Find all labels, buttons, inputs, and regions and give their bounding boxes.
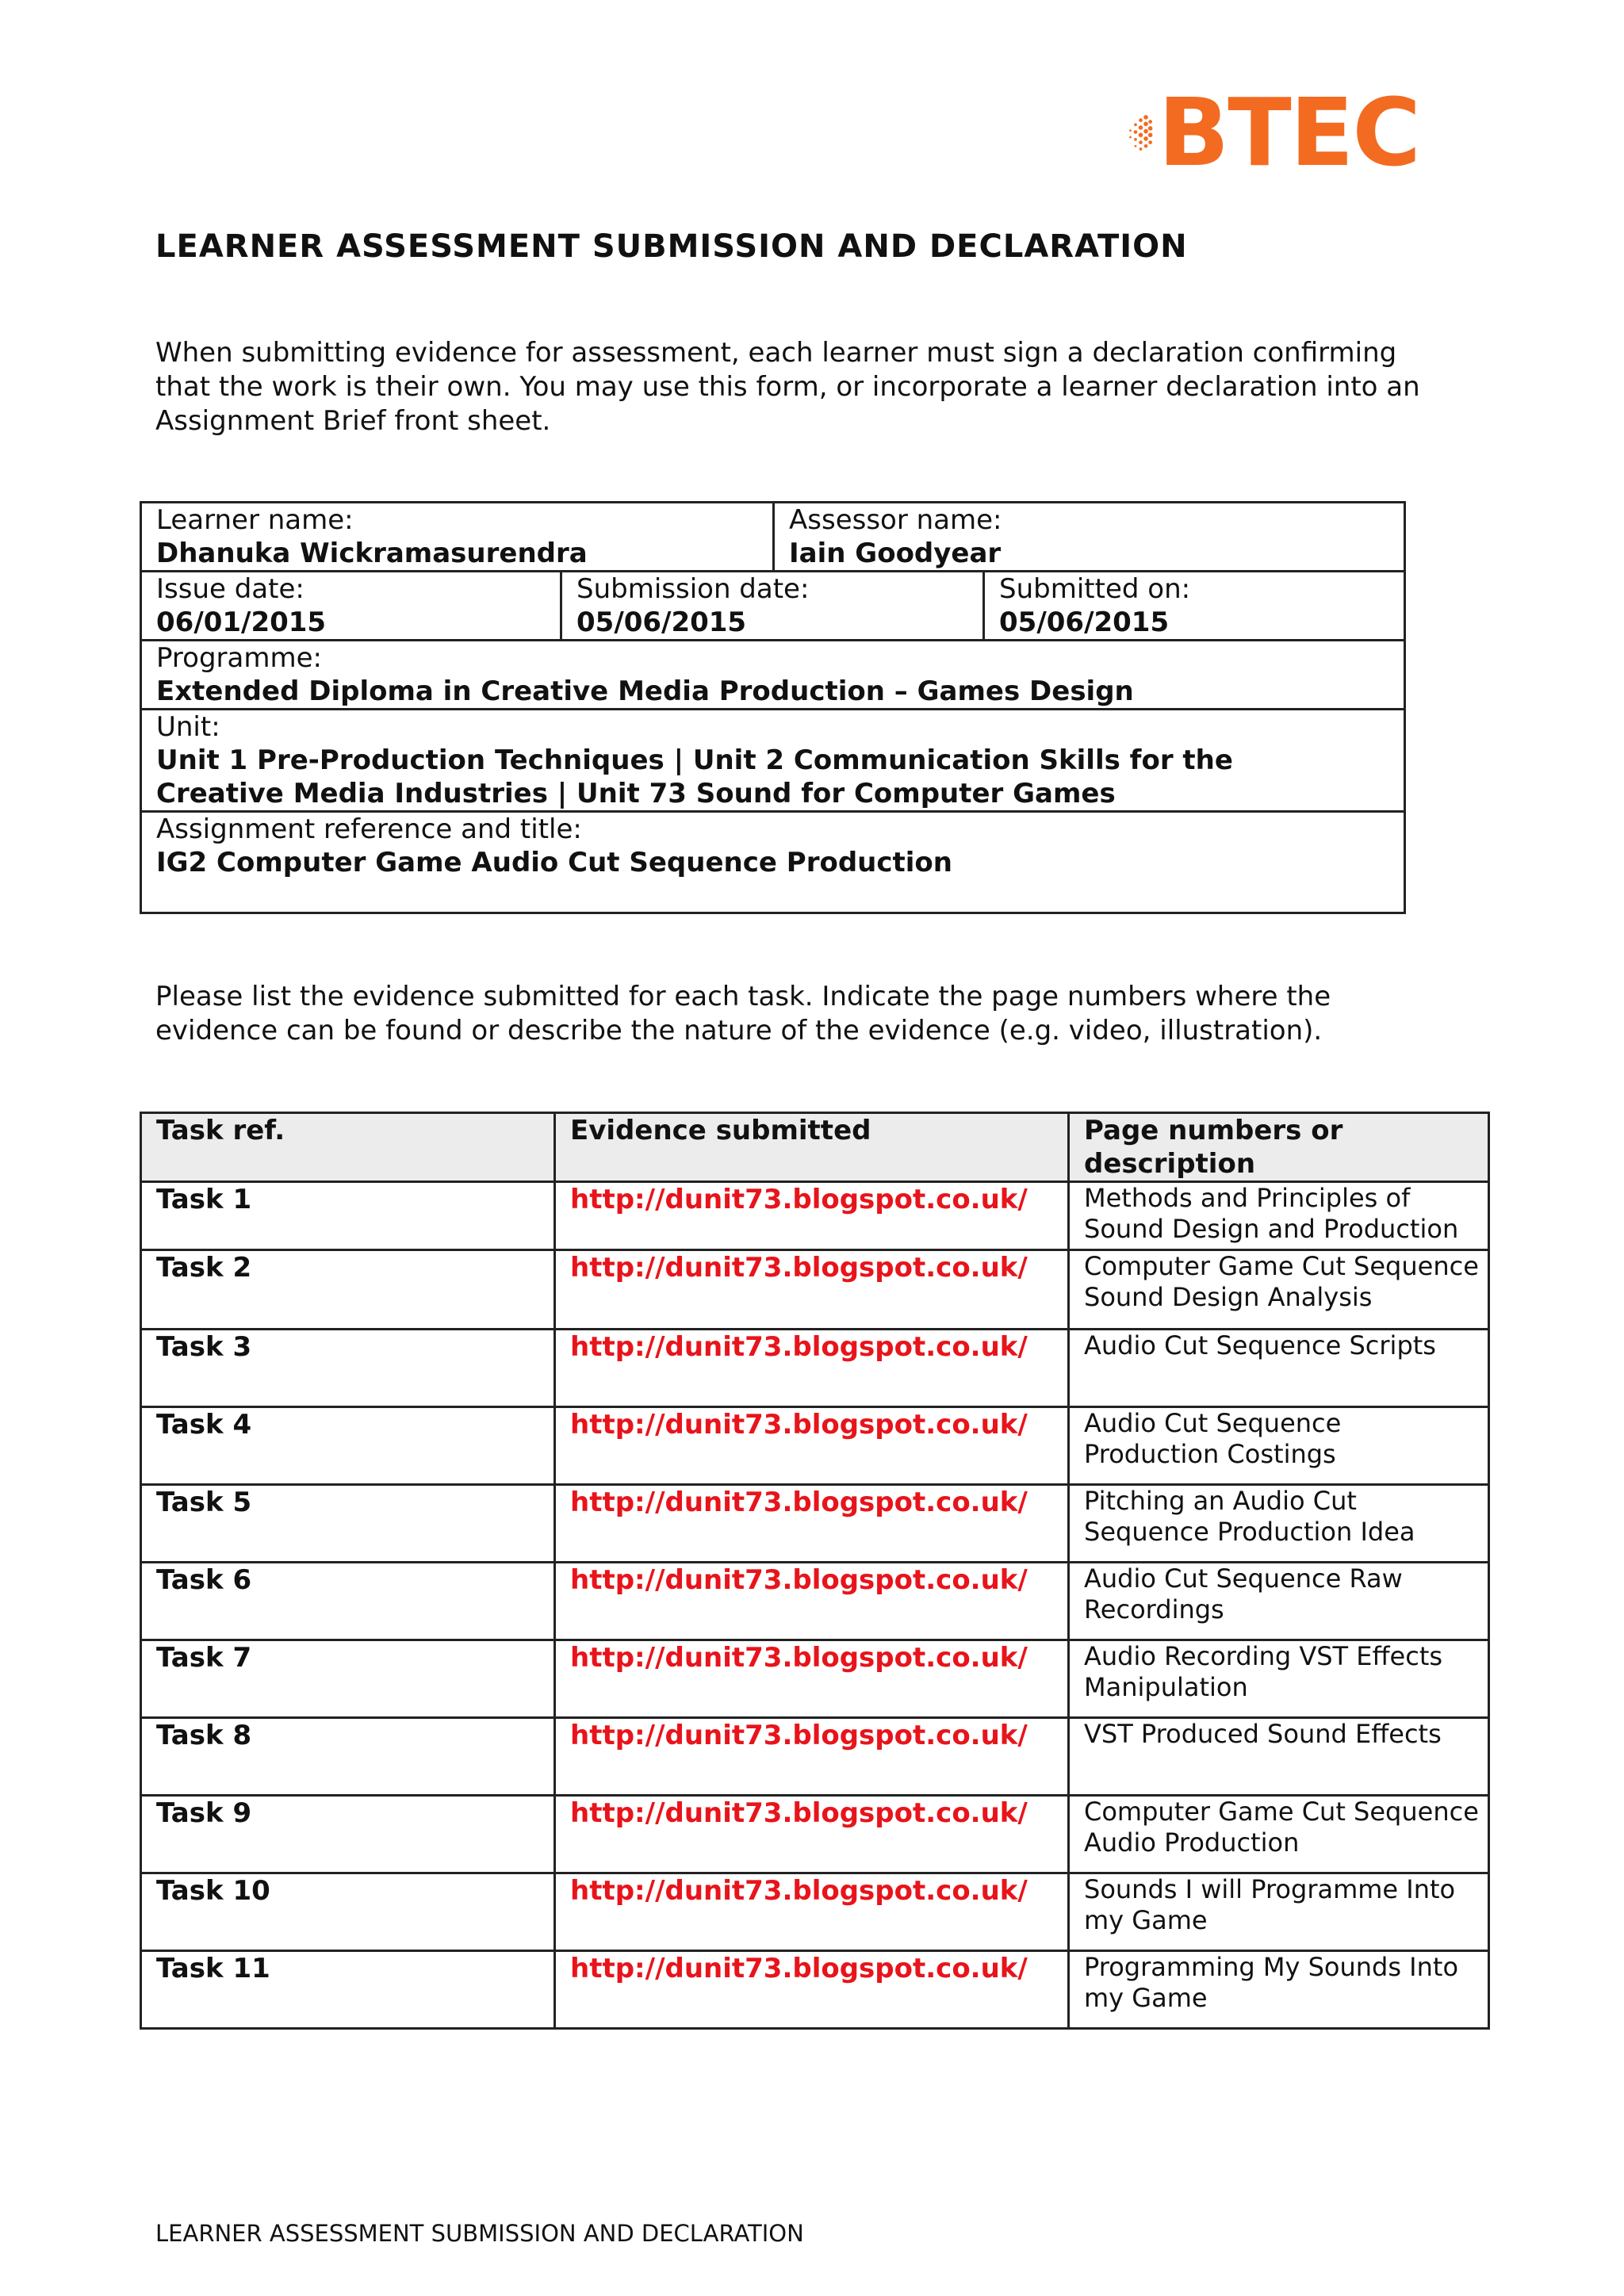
task-ref-cell: Task 5: [141, 1485, 555, 1563]
instructions-line: Please list the evidence submitted for each task. Indicate the page numbers where the: [155, 981, 1331, 1012]
evidence-header-row: [141, 1113, 1489, 1182]
task-ref-cell: Task 4: [141, 1407, 555, 1485]
programme-value: Extended Diploma in Creative Media Production – Games Design: [156, 675, 1134, 707]
table-row: [141, 1718, 1489, 1796]
description-line: Computer Game Cut Sequence: [1084, 1797, 1479, 1827]
task-ref-cell: Task 1: [141, 1182, 555, 1250]
unit-value-line: Unit 1 Pre-Production Techniques | Unit 2 Communication Skills for the: [156, 744, 1233, 776]
assignment-cell: [141, 812, 1405, 913]
learner-name-label: Learner name:: [156, 504, 354, 536]
header-description-line: Page numbers or: [1084, 1115, 1343, 1146]
description-cell: [1069, 1330, 1489, 1407]
description-line: Sound Design and Production: [1084, 1214, 1459, 1244]
unit-cell: [141, 710, 1405, 812]
evidence-link[interactable]: http://dunit73.blogspot.co.uk/: [570, 1487, 1028, 1518]
evidence-link[interactable]: http://dunit73.blogspot.co.uk/: [570, 1409, 1028, 1441]
evidence-body: [141, 1182, 1489, 2029]
evidence-cell: [555, 1250, 1069, 1330]
header-description-line: description: [1084, 1148, 1256, 1180]
issue-date-value: 06/01/2015: [156, 607, 327, 638]
evidence-cell: [555, 1718, 1069, 1796]
assessor-name-value: Iain Goodyear: [789, 538, 1002, 569]
submission-date-cell: [561, 572, 984, 641]
description-cell: [1069, 1563, 1489, 1640]
table-row: [141, 1485, 1489, 1563]
description-line: Pitching an Audio Cut: [1084, 1486, 1357, 1516]
submitted-on-value: 05/06/2015: [999, 607, 1170, 638]
evidence-cell: [555, 1407, 1069, 1485]
table-row: [141, 1182, 1489, 1250]
evidence-cell: [555, 1796, 1069, 1873]
programme-label: Programme:: [156, 642, 322, 674]
description-line: my Game: [1084, 1905, 1208, 1935]
btec-dots-icon: [1124, 89, 1153, 176]
evidence-cell: [555, 1485, 1069, 1563]
table-row: [141, 1250, 1489, 1330]
table-row: [141, 1330, 1489, 1407]
task-ref-cell: Task 3: [141, 1330, 555, 1407]
description-line: Audio Recording VST Effects: [1084, 1641, 1443, 1671]
evidence-link[interactable]: http://dunit73.blogspot.co.uk/: [570, 1184, 1028, 1215]
evidence-cell: [555, 1330, 1069, 1407]
description-line: Sounds I will Programme Into: [1084, 1874, 1456, 1904]
evidence-link[interactable]: http://dunit73.blogspot.co.uk/: [570, 1953, 1028, 1984]
assignment-value: IG2 Computer Game Audio Cut Sequence Production: [156, 847, 952, 878]
issue-date-cell: [141, 572, 561, 641]
description-cell: [1069, 1873, 1489, 1951]
table-row: [141, 1796, 1489, 1873]
task-ref-cell: Task 7: [141, 1640, 555, 1718]
evidence-link[interactable]: http://dunit73.blogspot.co.uk/: [570, 1797, 1028, 1829]
description-line: Sound Design Analysis: [1084, 1282, 1373, 1312]
header-evidence: Evidence submitted: [555, 1113, 1069, 1182]
description-line: my Game: [1084, 1983, 1208, 2013]
table-row: [141, 1951, 1489, 2029]
btec-logo: [1124, 78, 1419, 187]
description-line: Methods and Principles of: [1084, 1183, 1411, 1213]
page-title: LEARNER ASSESSMENT SUBMISSION AND DECLARATION: [155, 228, 1188, 265]
task-ref-cell: Task 2: [141, 1250, 555, 1330]
intro-line: When submitting evidence for assessment, each learner must sign a declaration confirming: [155, 337, 1397, 369]
task-ref-cell: Task 9: [141, 1796, 555, 1873]
description-line: Manipulation: [1084, 1672, 1248, 1702]
description-cell: [1069, 1951, 1489, 2029]
instructions-line: evidence can be found or describe the nature of the evidence (e.g. video, illustration).: [155, 1015, 1323, 1047]
btec-wordmark: BTEC: [1158, 78, 1419, 187]
evidence-cell: [555, 1951, 1069, 2029]
description-line: Production Costings: [1084, 1439, 1336, 1469]
evidence-link[interactable]: http://dunit73.blogspot.co.uk/: [570, 1564, 1028, 1596]
unit-value-line: Creative Media Industries | Unit 73 Sound for Computer Games: [156, 778, 1116, 809]
assessor-name-label: Assessor name:: [789, 504, 1002, 536]
evidence-cell: [555, 1182, 1069, 1250]
description-line: Audio Cut Sequence Raw: [1084, 1563, 1403, 1594]
instructions-paragraph: [155, 980, 1331, 1048]
issue-date-label: Issue date:: [156, 573, 304, 605]
header-description: [1069, 1113, 1489, 1182]
evidence-cell: [555, 1563, 1069, 1640]
description-line: Computer Game Cut Sequence: [1084, 1251, 1479, 1281]
evidence-link[interactable]: http://dunit73.blogspot.co.uk/: [570, 1642, 1028, 1674]
description-line: Audio Cut Sequence Scripts: [1084, 1330, 1436, 1360]
task-ref-cell: Task 8: [141, 1718, 555, 1796]
intro-line: Assignment Brief front sheet.: [155, 405, 551, 437]
assessor-name-cell: [774, 503, 1405, 572]
table-row: [141, 1407, 1489, 1485]
programme-cell: [141, 641, 1405, 710]
assignment-label: Assignment reference and title:: [156, 813, 582, 845]
table-row: [141, 1640, 1489, 1718]
description-cell: [1069, 1796, 1489, 1873]
submission-date-label: Submission date:: [576, 573, 810, 605]
evidence-link[interactable]: http://dunit73.blogspot.co.uk/: [570, 1720, 1028, 1751]
evidence-link[interactable]: http://dunit73.blogspot.co.uk/: [570, 1875, 1028, 1907]
submission-date-value: 05/06/2015: [576, 607, 747, 638]
description-line: Sequence Production Idea: [1084, 1517, 1415, 1547]
description-line: Audio Cut Sequence: [1084, 1408, 1342, 1438]
description-line: Programming My Sounds Into: [1084, 1952, 1459, 1982]
intro-paragraph: [155, 336, 1420, 438]
description-cell: [1069, 1485, 1489, 1563]
description-line: Audio Production: [1084, 1827, 1300, 1858]
learner-info-table: [140, 501, 1406, 914]
submitted-on-cell: [984, 572, 1405, 641]
description-cell: [1069, 1718, 1489, 1796]
submitted-on-label: Submitted on:: [999, 573, 1191, 605]
description-line: Recordings: [1084, 1594, 1224, 1624]
description-line: VST Produced Sound Effects: [1084, 1719, 1442, 1749]
description-cell: [1069, 1640, 1489, 1718]
evidence-cell: [555, 1873, 1069, 1951]
task-ref-cell: Task 10: [141, 1873, 555, 1951]
description-cell: [1069, 1182, 1489, 1250]
evidence-link[interactable]: http://dunit73.blogspot.co.uk/: [570, 1252, 1028, 1284]
header-task-ref: Task ref.: [141, 1113, 555, 1182]
evidence-cell: [555, 1640, 1069, 1718]
evidence-table: [140, 1112, 1490, 2030]
task-ref-cell: Task 6: [141, 1563, 555, 1640]
task-ref-cell: Task 11: [141, 1951, 555, 2029]
table-row: [141, 1873, 1489, 1951]
evidence-link[interactable]: http://dunit73.blogspot.co.uk/: [570, 1331, 1028, 1363]
unit-label: Unit:: [156, 711, 220, 743]
page-footer: LEARNER ASSESSMENT SUBMISSION AND DECLARATION: [155, 2220, 804, 2247]
description-cell: [1069, 1250, 1489, 1330]
learner-name-value: Dhanuka Wickramasurendra: [156, 538, 588, 569]
intro-line: that the work is their own. You may use this form, or incorporate a learner declaration into an: [155, 371, 1420, 403]
table-row: [141, 1563, 1489, 1640]
learner-name-cell: [141, 503, 774, 572]
description-cell: [1069, 1407, 1489, 1485]
